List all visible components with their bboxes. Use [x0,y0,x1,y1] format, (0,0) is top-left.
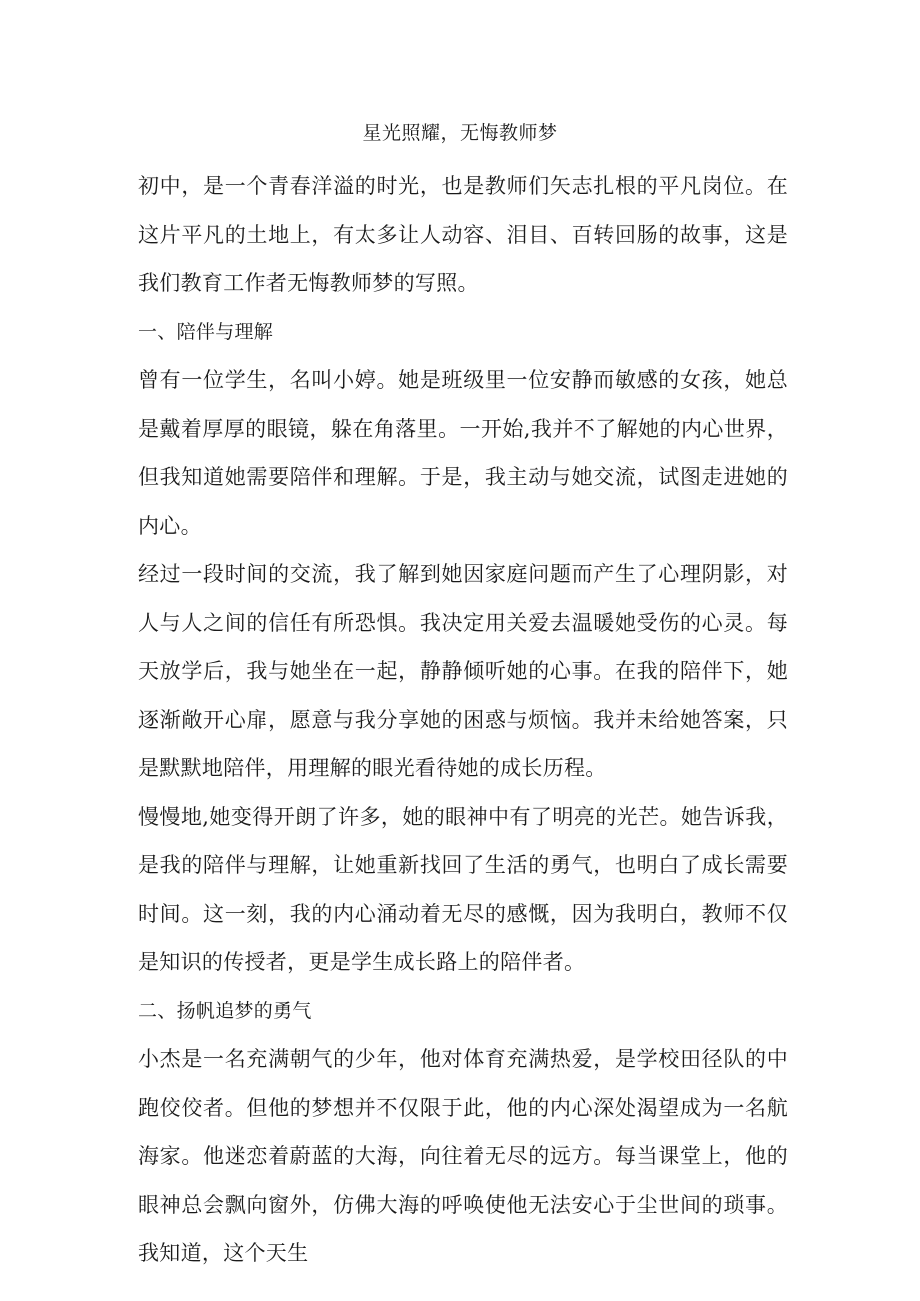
intro-paragraph: 初中，是一个青春洋溢的时光，也是教师们矢志扎根的平凡岗位。在这片平凡的土地上，有太多让人动容、泪目、百转回肠的故事，这是我们教育工作者无悔教师梦的写照。 [138,174,788,295]
document-body [138,162,788,1278]
section1-paragraph-3: 慢慢地,她变得开朗了许多，她的眼神中有了明亮的光芒。她告诉我，是我的陪伴与理解，让她重新找回了生活的勇气，也明白了成长需要时间。这一刻，我的内心涌动着无尽的感慨，因为我明白，教师不仅是知识的传授者，更是学生成长路上的陪伴者。 [138,804,788,974]
section1-paragraph-2: 经过一段时间的交流，我了解到她因家庭问题而产生了心理阴影，对人与人之间的信任有所恐惧。我决定用关爱去温暖她受伤的心灵。每天放学后，我与她坐在一起，静静倾听她的心事。在我的陪伴下，她逐渐敞开心扉，愿意与我分享她的困惑与烦恼。我并未给她答案，只是默默地陪伴，用理解的眼光看待她的成长历程。 [138,562,788,780]
section-heading-1: 一、陪伴与理解 [138,320,274,343]
section2-paragraph-1: 小杰是一名充满朝气的少年，他对体育充满热爱，是学校田径队的中跑佼佼者。但他的梦想并不仅限于此，他的内心深处渴望成为一名航海家。他迷恋着蔚蓝的大海，向往着无尽的远方。每当课堂上，他的眼神总会飘向窗外，仿佛大海的呼唤使他无法安心于尘世间的琐事。我知道，这个天生 [138,1047,788,1265]
section1-paragraph-1: 曾有一位学生，名叫小婷。她是班级里一位安静而敏感的女孩，她总是戴着厚厚的眼镜，躲在角落里。一开始,我并不了解她的内心世界，但我知道她需要陪伴和理解。于是，我主动与她交流，试图走进她的内心。 [138,368,788,538]
document-title: 星光照耀，无悔教师梦 [362,122,558,144]
section-heading-2: 二、扬帆追梦的勇气 [138,999,312,1022]
